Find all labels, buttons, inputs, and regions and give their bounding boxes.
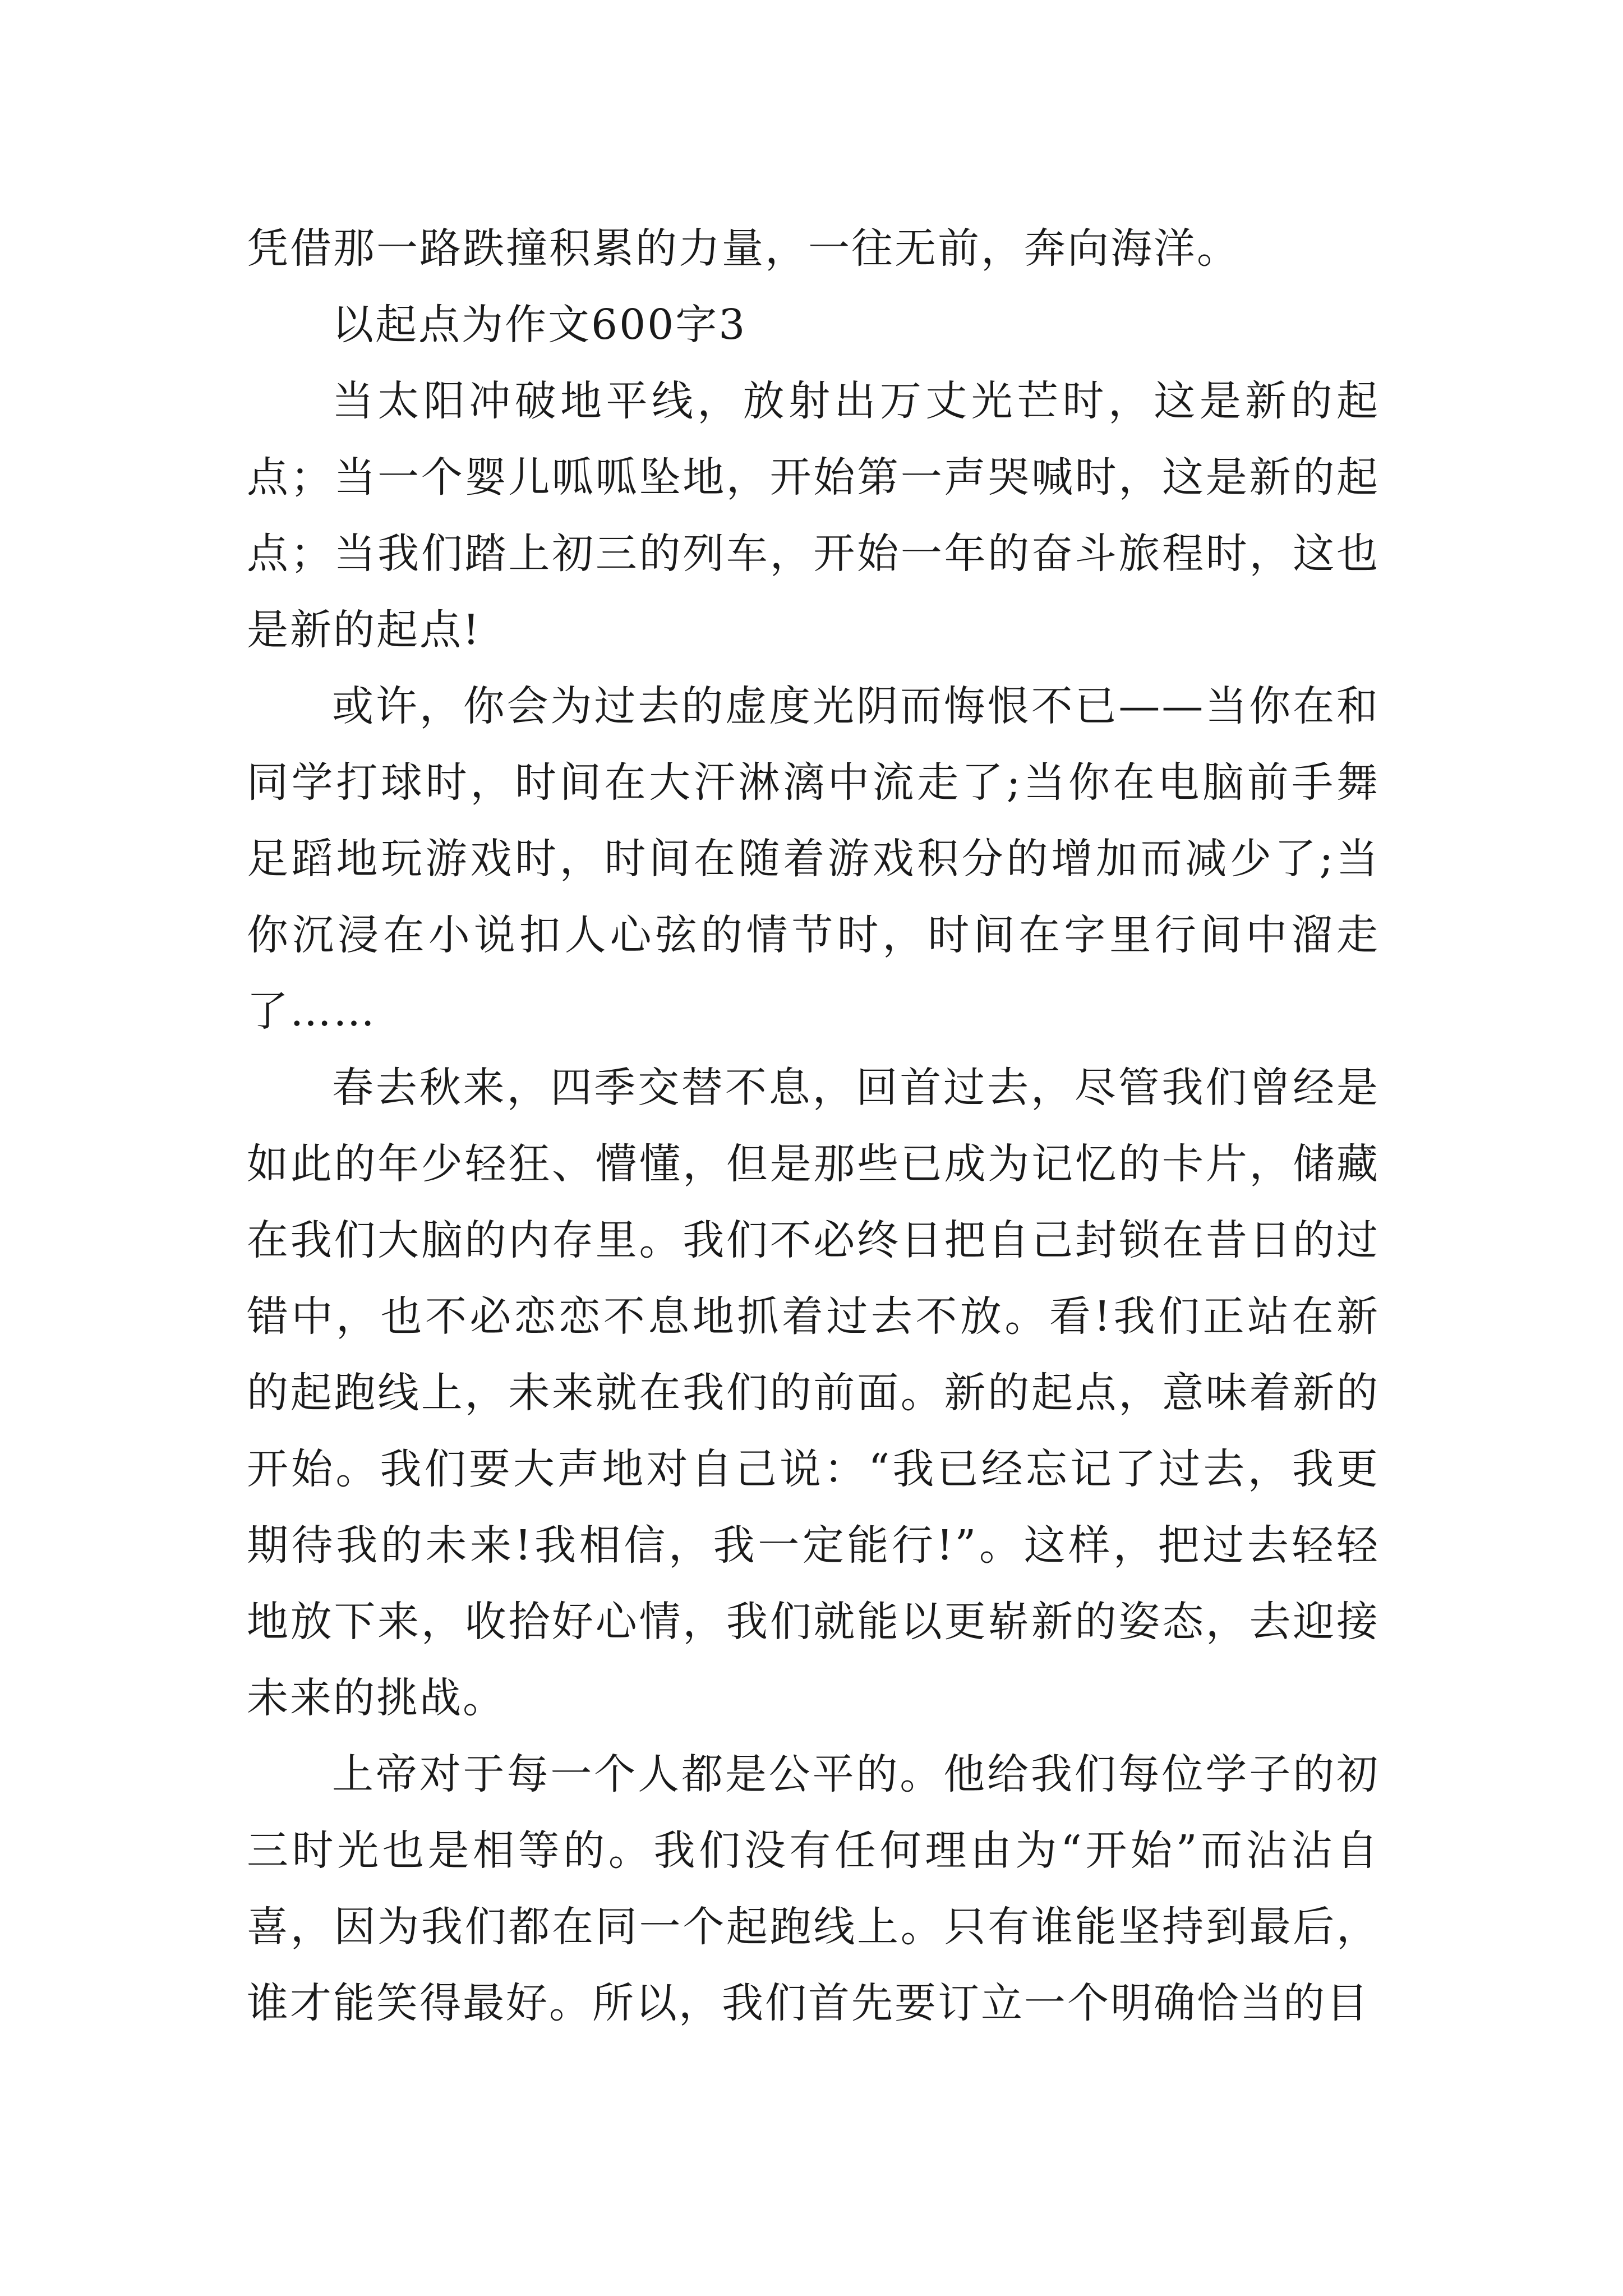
document-body xyxy=(247,210,1380,2041)
paragraph-4: 上帝对于每一个人都是公平的。他给我们每位学子的初三时光也是相等的。我们没有任何理由为“开始”而沾沾自喜，因为我们都在同一个起跑线上。只有谁能坚持到最后，谁才能笑得最好。所以，我们首先要订立一个明确恰当的目 xyxy=(247,1750,1380,2027)
paragraph-1: 当太阳冲破地平线，放射出万丈光芒时，这是新的起点；当一个婴儿呱呱坠地，开始第一声哭喊时，这是新的起点；当我们踏上初三的列车，开始一年的奋斗旅程时，这也是新的起点! xyxy=(247,377,1380,654)
essay-title: 以起点为作文600字3 xyxy=(332,301,747,349)
paragraph-3: 春去秋来，四季交替不息，回首过去，尽管我们曾经是如此的年少轻狂、懵懂，但是那些已成为记忆的卡片，储藏在我们大脑的内存里。我们不必终日把自己封锁在昔日的过错中，也不必恋恋不息地抓着过去不放。看!我们正站在新的起跑线上，未来就在我们的前面。新的起点，意味着新的开始。我们要大声地对自己说：“我已经忘记了过去，我更期待我的未来!我相信，我一定能行!”。这样，把过去轻轻地放下来，收拾好心情，我们就能以更崭新的姿态，去迎接未来的挑战。 xyxy=(247,1064,1380,1722)
paragraph-2: 或许，你会为过去的虚度光阴而悔恨不已——当你在和同学打球时，时间在大汗淋漓中流走了;当你在电脑前手舞足蹈地玩游戏时，时间在随着游戏积分的增加而减少了;当你沉浸在小说扣人心弦的情节时，时间在字里行间中溜走了…… xyxy=(247,682,1380,1036)
paragraph-continuation: 凭借那一路跌撞积累的力量，一往无前，奔向海洋。 xyxy=(247,224,1240,273)
